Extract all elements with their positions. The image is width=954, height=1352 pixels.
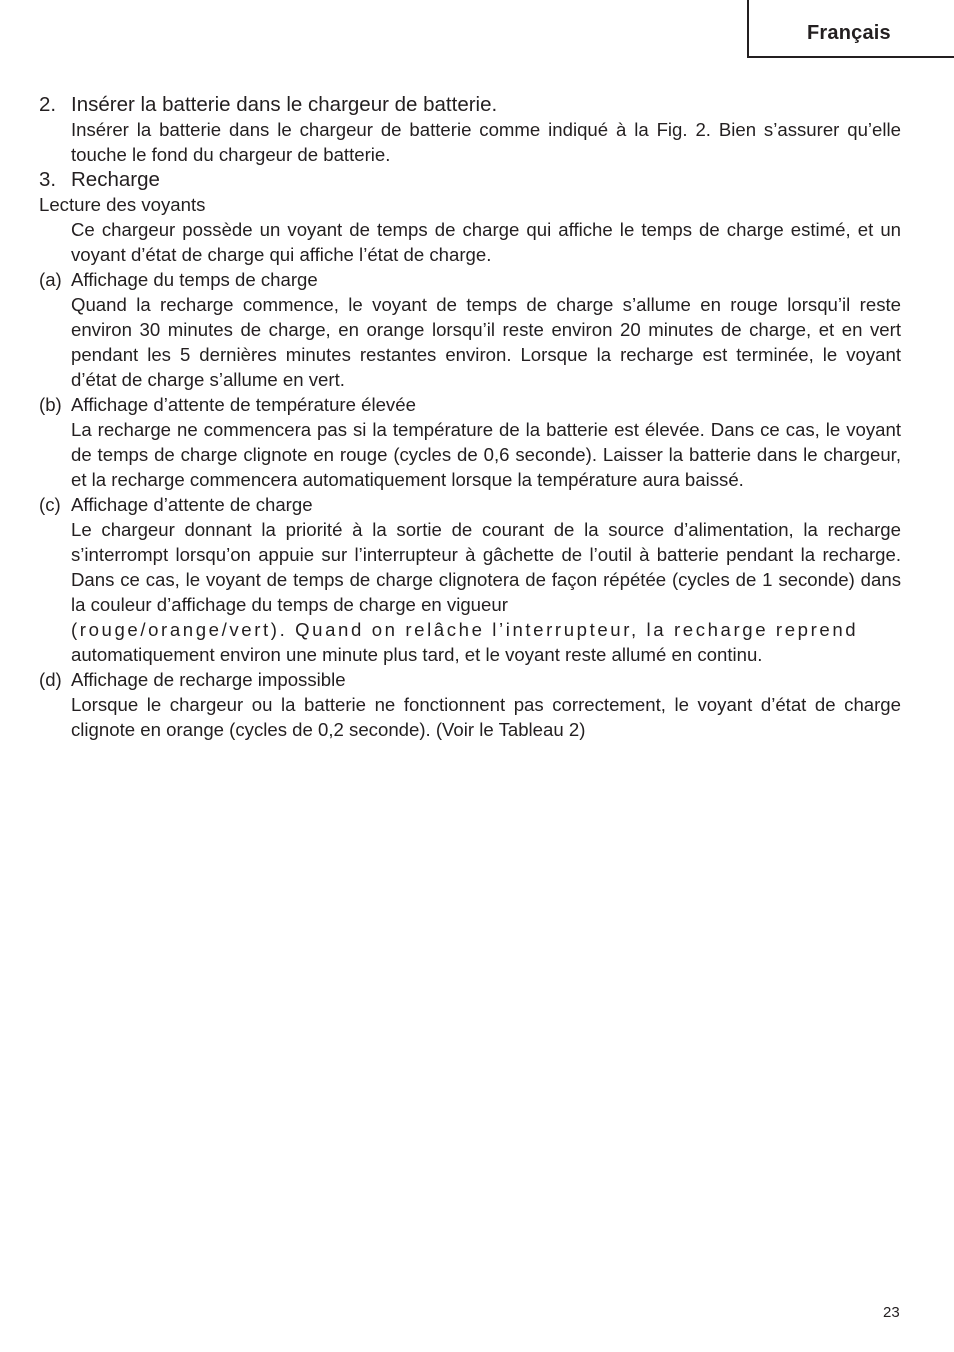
step-2-title: Insérer la batterie dans le chargeur de batterie. bbox=[71, 93, 498, 116]
item-c-body-part1: Le chargeur donnant la priorité à la sortie de courant de la source d’alimentation, la recharge s’interrompt lorsqu’on appuie sur l’interrupteur à gâchette de l’outil à batterie pendant la recharge. Dans ce cas, le voyant de temps de charge clignotera de façon répétée (cycles de 1 seconde) dans la couleur d’affichage du temps de charge en vigueur bbox=[71, 519, 901, 615]
item-b-heading bbox=[39, 392, 901, 417]
item-c-body bbox=[39, 517, 901, 667]
item-d-heading bbox=[39, 667, 901, 692]
item-a-marker: (a) bbox=[39, 269, 62, 290]
item-a-body: Quand la recharge commence, le voyant de temps de charge s’allume en rouge lorsqu’il reste environ 30 minutes de charge, en orange lorsqu’il reste environ 20 minutes de charge, et en vert pendant les 5 dernières minutes restantes environ. Lorsque la recharge est terminée, le voyant d’état de charge s’allume en vert. bbox=[71, 294, 901, 390]
page-number: 23 bbox=[883, 1304, 900, 1321]
step-3-number: 3. bbox=[39, 168, 57, 191]
item-c-body-part3: automatiquement environ une minute plus tard, et le voyant reste allumé en continu. bbox=[71, 644, 763, 665]
item-b-marker: (b) bbox=[39, 394, 62, 415]
step-2-number: 2. bbox=[39, 93, 57, 116]
item-b-body: La recharge ne commencera pas si la température de la batterie est élevée. Dans ce cas, le voyant de temps de charge clignote en rouge (cycles de 0,6 seconde). Laisser la batterie dans le chargeur, et la recharge commencera automatiquement lorsque la température aura baissé. bbox=[71, 419, 901, 490]
page-content bbox=[39, 92, 901, 742]
item-c-heading bbox=[39, 492, 901, 517]
step-2-body: Insérer la batterie dans le chargeur de batterie comme indiqué à la Fig. 2. Bien s’assurer qu’elle touche le fond du chargeur de batterie. bbox=[71, 119, 901, 165]
item-d-body: Lorsque le chargeur ou la batterie ne fonctionnent pas correctement, le voyant d’état de charge clignote en orange (cycles de 0,2 seconde). (Voir le Tableau 2) bbox=[71, 694, 901, 740]
item-c-title: Affichage d’attente de charge bbox=[71, 494, 313, 515]
item-c-body-part2: (rouge/orange/vert). Quand on relâche l’interrupteur, la recharge reprend bbox=[71, 619, 859, 640]
language-tab bbox=[747, 0, 954, 58]
indicators-title: Lecture des voyants bbox=[39, 194, 206, 215]
item-b-title: Affichage d’attente de température élevée bbox=[71, 394, 416, 415]
language-label: Français bbox=[807, 22, 891, 44]
item-d-marker: (d) bbox=[39, 669, 62, 690]
step-3-title: Recharge bbox=[71, 168, 160, 191]
item-d-title: Affichage de recharge impossible bbox=[71, 669, 346, 690]
step-3-heading bbox=[39, 167, 901, 192]
indicators-body: Ce chargeur possède un voyant de temps de charge qui affiche le temps de charge estimé, et un voyant d’état de charge qui affiche l’état de charge. bbox=[71, 219, 901, 265]
item-c-marker: (c) bbox=[39, 494, 61, 515]
item-a-heading bbox=[39, 267, 901, 292]
item-a-title: Affichage du temps de charge bbox=[71, 269, 318, 290]
step-2-heading bbox=[39, 92, 901, 117]
